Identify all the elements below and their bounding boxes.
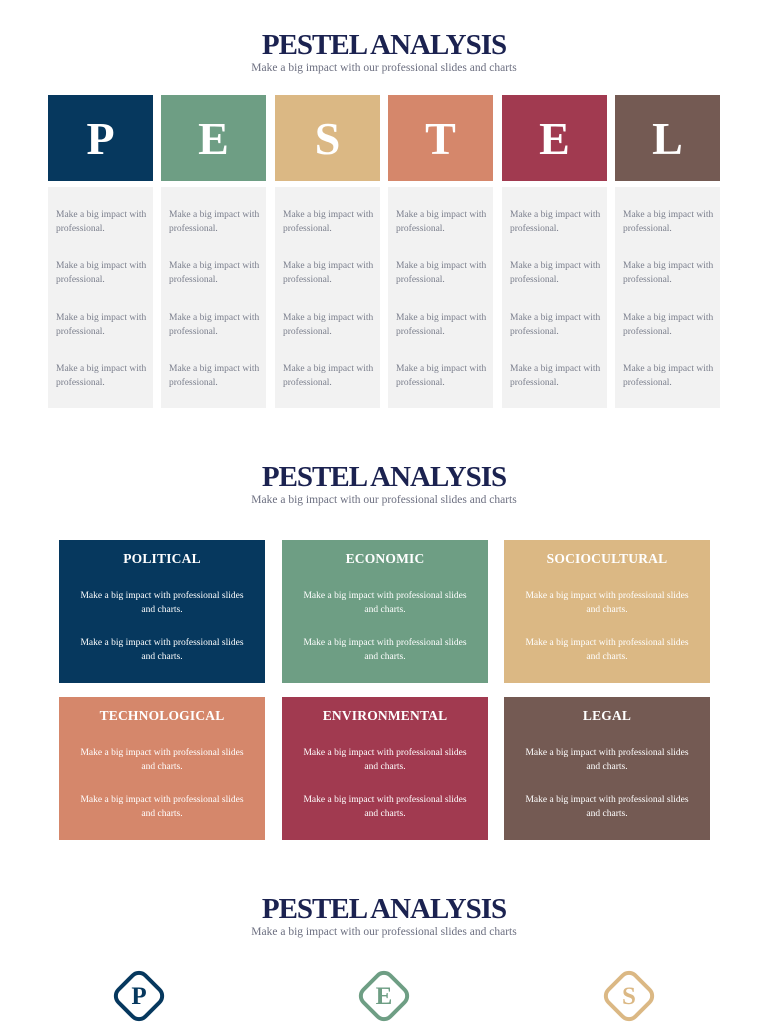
card-technological [59, 697, 265, 840]
card-text: Make a big impact with professional slides and charts. [525, 748, 689, 772]
column-item: Make a big impact with professional. [283, 313, 374, 337]
letter-tile-e: E [161, 95, 266, 181]
letter-tile-t: T [388, 95, 493, 181]
section2-subtitle: Make a big impact with our professional slides and charts [251, 494, 517, 506]
pestel-column-s [275, 95, 380, 409]
column-body [275, 187, 380, 408]
pestel-column-t [388, 95, 493, 409]
card-sociocultural [504, 540, 710, 683]
column-item: Make a big impact with professional. [56, 261, 147, 285]
card-political [59, 540, 265, 683]
column-item: Make a big impact with professional. [396, 261, 487, 285]
card-text: Make a big impact with professional slides and charts. [303, 638, 467, 662]
card-text: Make a big impact with professional slides and charts. [80, 748, 244, 772]
column-item: Make a big impact with professional. [169, 261, 260, 285]
column-item: Make a big impact with professional. [623, 261, 714, 285]
column-item: Make a big impact with professional. [623, 364, 714, 388]
card-title: SOCIOCULTURAL [546, 551, 668, 566]
card-text: Make a big impact with professional slides and charts. [525, 591, 689, 615]
badge-letter: S [622, 983, 636, 1010]
column-body [388, 187, 493, 408]
column-item: Make a big impact with professional. [283, 261, 374, 285]
badge-letter: E [375, 983, 393, 1010]
column-item: Make a big impact with professional. [169, 210, 260, 234]
card-text: Make a big impact with professional slides and charts. [303, 795, 467, 819]
column-body [48, 187, 153, 408]
column-item: Make a big impact with professional. [56, 210, 147, 234]
column-item: Make a big impact with professional. [510, 364, 601, 388]
card-text: Make a big impact with professional slides and charts. [303, 591, 467, 615]
column-item: Make a big impact with professional. [56, 313, 147, 337]
card-text: Make a big impact with professional slides and charts. [80, 591, 244, 615]
diamond-badge-e [352, 964, 416, 1028]
card-title: ENVIRONMENTAL [322, 708, 448, 723]
letter-tile-s: S [275, 95, 380, 181]
card-text: Make a big impact with professional slides and charts. [525, 638, 689, 662]
card-legal [504, 697, 710, 840]
column-item: Make a big impact with professional. [510, 313, 601, 337]
section3-title: PESTEL ANALYSIS [261, 893, 507, 925]
pestel-column-l [615, 95, 720, 409]
column-item: Make a big impact with professional. [396, 364, 487, 388]
column-item: Make a big impact with professional. [623, 313, 714, 337]
column-item: Make a big impact with professional. [283, 210, 374, 234]
column-body [502, 187, 607, 408]
column-body [161, 187, 266, 408]
pestel-column-e [161, 95, 266, 409]
section1-subtitle: Make a big impact with our professional slides and charts [251, 62, 517, 74]
column-body [615, 187, 720, 408]
card-economic [282, 540, 488, 683]
column-item: Make a big impact with professional. [283, 364, 374, 388]
diamond-badge-s [597, 964, 661, 1028]
card-title: ECONOMIC [345, 551, 425, 566]
badge-letter: P [131, 983, 147, 1010]
column-item: Make a big impact with professional. [56, 364, 147, 388]
card-text: Make a big impact with professional slides and charts. [80, 638, 244, 662]
column-item: Make a big impact with professional. [510, 261, 601, 285]
letter-tile-l: L [615, 95, 720, 181]
pestel-letter-grid [48, 95, 721, 409]
pestel-column-e2 [502, 95, 607, 409]
column-item: Make a big impact with professional. [396, 210, 487, 234]
letter-tile-e2: E [502, 95, 607, 181]
card-text: Make a big impact with professional slides and charts. [525, 795, 689, 819]
pestel-column-p [48, 95, 153, 409]
card-text: Make a big impact with professional slides and charts. [80, 795, 244, 819]
section2-title: PESTEL ANALYSIS [261, 461, 507, 493]
card-environmental [282, 697, 488, 840]
card-title: LEGAL [582, 708, 632, 723]
card-title: POLITICAL [123, 551, 201, 566]
column-item: Make a big impact with professional. [510, 210, 601, 234]
column-item: Make a big impact with professional. [169, 364, 260, 388]
card-title: TECHNOLOGICAL [99, 708, 225, 723]
diamond-badge-p [107, 964, 171, 1028]
column-item: Make a big impact with professional. [169, 313, 260, 337]
column-item: Make a big impact with professional. [623, 210, 714, 234]
letter-tile-p: P [48, 95, 153, 181]
card-text: Make a big impact with professional slides and charts. [303, 748, 467, 772]
section1-title: PESTEL ANALYSIS [261, 29, 507, 61]
column-item: Make a big impact with professional. [396, 313, 487, 337]
section3-subtitle: Make a big impact with our professional slides and charts [251, 926, 517, 938]
